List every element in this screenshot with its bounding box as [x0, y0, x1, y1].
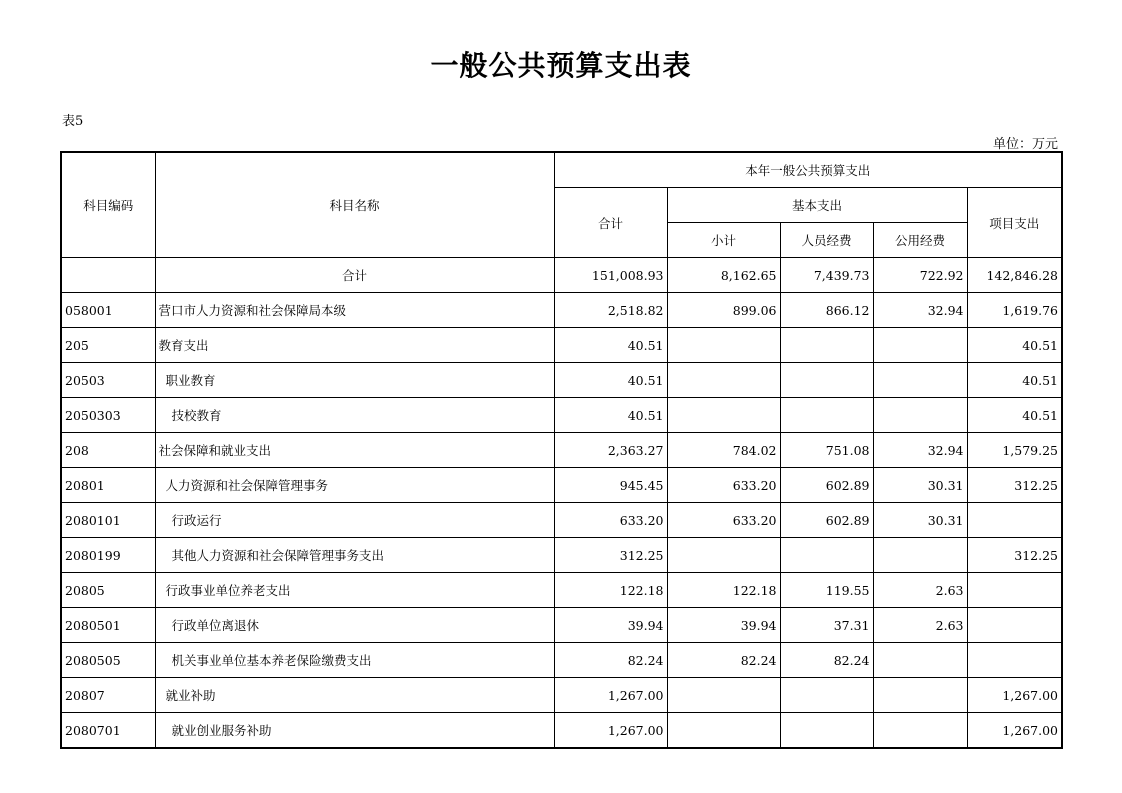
table-row — [61, 643, 1062, 678]
cell-personnel: 866.12 — [780, 293, 873, 328]
cell-code: 205 — [61, 328, 155, 363]
cell-personnel: 602.89 — [780, 468, 873, 503]
cell-personnel: 119.55 — [780, 573, 873, 608]
cell-code: 2080199 — [61, 538, 155, 573]
cell-code: 058001 — [61, 293, 155, 328]
cell-personnel: 82.24 — [780, 643, 873, 678]
cell-subtotal — [667, 678, 780, 713]
header-total: 合计 — [554, 188, 667, 258]
cell-project: 1,619.76 — [967, 293, 1062, 328]
cell-public — [873, 538, 967, 573]
cell-total: 40.51 — [554, 328, 667, 363]
cell-subtotal: 633.20 — [667, 503, 780, 538]
cell-total: 2,518.82 — [554, 293, 667, 328]
cell-personnel — [780, 363, 873, 398]
table-row — [61, 468, 1062, 503]
unit-label: 单位：万元 — [992, 137, 1058, 152]
cell-code: 2080505 — [61, 643, 155, 678]
header-project: 项目支出 — [967, 188, 1062, 258]
cell-project: 40.51 — [967, 328, 1062, 363]
cell-code — [61, 258, 155, 293]
cell-total: 39.94 — [554, 608, 667, 643]
cell-total: 945.45 — [554, 468, 667, 503]
cell-subtotal — [667, 713, 780, 749]
cell-code: 208 — [61, 433, 155, 468]
cell-subtotal — [667, 398, 780, 433]
cell-project: 40.51 — [967, 363, 1062, 398]
cell-subtotal — [667, 328, 780, 363]
table-row — [61, 328, 1062, 363]
cell-personnel — [780, 328, 873, 363]
cell-name: 人力资源和社会保障管理事务 — [155, 468, 554, 503]
cell-name: 就业创业服务补助 — [155, 713, 554, 749]
cell-total: 1,267.00 — [554, 678, 667, 713]
table-body — [61, 152, 1062, 748]
cell-subtotal: 633.20 — [667, 468, 780, 503]
cell-public: 2.63 — [873, 608, 967, 643]
cell-personnel: 37.31 — [780, 608, 873, 643]
cell-project — [967, 573, 1062, 608]
cell-name: 行政单位离退休 — [155, 608, 554, 643]
cell-name: 其他人力资源和社会保障管理事务支出 — [155, 538, 554, 573]
cell-total: 40.51 — [554, 363, 667, 398]
table-row — [61, 573, 1062, 608]
cell-personnel: 602.89 — [780, 503, 873, 538]
table-row — [61, 608, 1062, 643]
table-row — [61, 713, 1062, 749]
cell-project: 142,846.28 — [967, 258, 1062, 293]
cell-name: 就业补助 — [155, 678, 554, 713]
header-code: 科目编码 — [61, 152, 155, 258]
cell-public: 32.94 — [873, 433, 967, 468]
table-row — [61, 538, 1062, 573]
cell-public: 32.94 — [873, 293, 967, 328]
cell-personnel — [780, 538, 873, 573]
cell-code: 2080101 — [61, 503, 155, 538]
cell-subtotal — [667, 363, 780, 398]
cell-total: 82.24 — [554, 643, 667, 678]
cell-name: 行政运行 — [155, 503, 554, 538]
cell-total: 151,008.93 — [554, 258, 667, 293]
cell-public — [873, 643, 967, 678]
header-row-1 — [61, 152, 1062, 188]
cell-public: 2.63 — [873, 573, 967, 608]
header-group: 本年一般公共预算支出 — [554, 152, 1062, 188]
cell-public: 30.31 — [873, 503, 967, 538]
cell-public: 30.31 — [873, 468, 967, 503]
cell-total: 312.25 — [554, 538, 667, 573]
cell-subtotal: 899.06 — [667, 293, 780, 328]
table-row — [61, 503, 1062, 538]
cell-total: 40.51 — [554, 398, 667, 433]
cell-subtotal: 784.02 — [667, 433, 780, 468]
cell-subtotal: 82.24 — [667, 643, 780, 678]
cell-code: 20805 — [61, 573, 155, 608]
cell-personnel: 7,439.73 — [780, 258, 873, 293]
cell-project — [967, 503, 1062, 538]
header-subtotal: 小计 — [667, 223, 780, 258]
table-row — [61, 293, 1062, 328]
cell-name: 技校教育 — [155, 398, 554, 433]
cell-name: 社会保障和就业支出 — [155, 433, 554, 468]
cell-personnel — [780, 678, 873, 713]
table-number: 表5 — [62, 114, 84, 129]
cell-code: 20801 — [61, 468, 155, 503]
cell-project — [967, 608, 1062, 643]
page-title: 一般公共预算支出表 — [430, 49, 692, 82]
cell-project: 1,579.25 — [967, 433, 1062, 468]
header-public: 公用经费 — [873, 223, 967, 258]
header-personnel: 人员经费 — [780, 223, 873, 258]
cell-code: 2050303 — [61, 398, 155, 433]
cell-subtotal: 39.94 — [667, 608, 780, 643]
cell-total: 633.20 — [554, 503, 667, 538]
table-row — [61, 678, 1062, 713]
cell-personnel — [780, 713, 873, 749]
cell-project: 40.51 — [967, 398, 1062, 433]
cell-name: 营口市人力资源和社会保障局本级 — [155, 293, 554, 328]
cell-total: 122.18 — [554, 573, 667, 608]
cell-project: 312.25 — [967, 468, 1062, 503]
cell-public — [873, 398, 967, 433]
cell-project: 312.25 — [967, 538, 1062, 573]
cell-name: 行政事业单位养老支出 — [155, 573, 554, 608]
header-basic: 基本支出 — [667, 188, 967, 223]
cell-name: 职业教育 — [155, 363, 554, 398]
budget-table — [60, 151, 1063, 749]
cell-public — [873, 363, 967, 398]
cell-public — [873, 328, 967, 363]
cell-code: 20503 — [61, 363, 155, 398]
table-row — [61, 398, 1062, 433]
cell-total: 1,267.00 — [554, 713, 667, 749]
cell-total: 2,363.27 — [554, 433, 667, 468]
cell-subtotal: 122.18 — [667, 573, 780, 608]
header-name: 科目名称 — [155, 152, 554, 258]
cell-project: 1,267.00 — [967, 678, 1062, 713]
cell-subtotal — [667, 538, 780, 573]
cell-public — [873, 678, 967, 713]
cell-code: 2080501 — [61, 608, 155, 643]
cell-subtotal: 8,162.65 — [667, 258, 780, 293]
table-row — [61, 433, 1062, 468]
cell-name: 教育支出 — [155, 328, 554, 363]
cell-public — [873, 713, 967, 749]
cell-project: 1,267.00 — [967, 713, 1062, 749]
cell-name: 合计 — [155, 258, 554, 293]
total-row — [61, 258, 1062, 293]
cell-personnel: 751.08 — [780, 433, 873, 468]
cell-code: 2080701 — [61, 713, 155, 749]
cell-personnel — [780, 398, 873, 433]
cell-name: 机关事业单位基本养老保险缴费支出 — [155, 643, 554, 678]
cell-code: 20807 — [61, 678, 155, 713]
cell-public: 722.92 — [873, 258, 967, 293]
cell-project — [967, 643, 1062, 678]
table-row — [61, 363, 1062, 398]
